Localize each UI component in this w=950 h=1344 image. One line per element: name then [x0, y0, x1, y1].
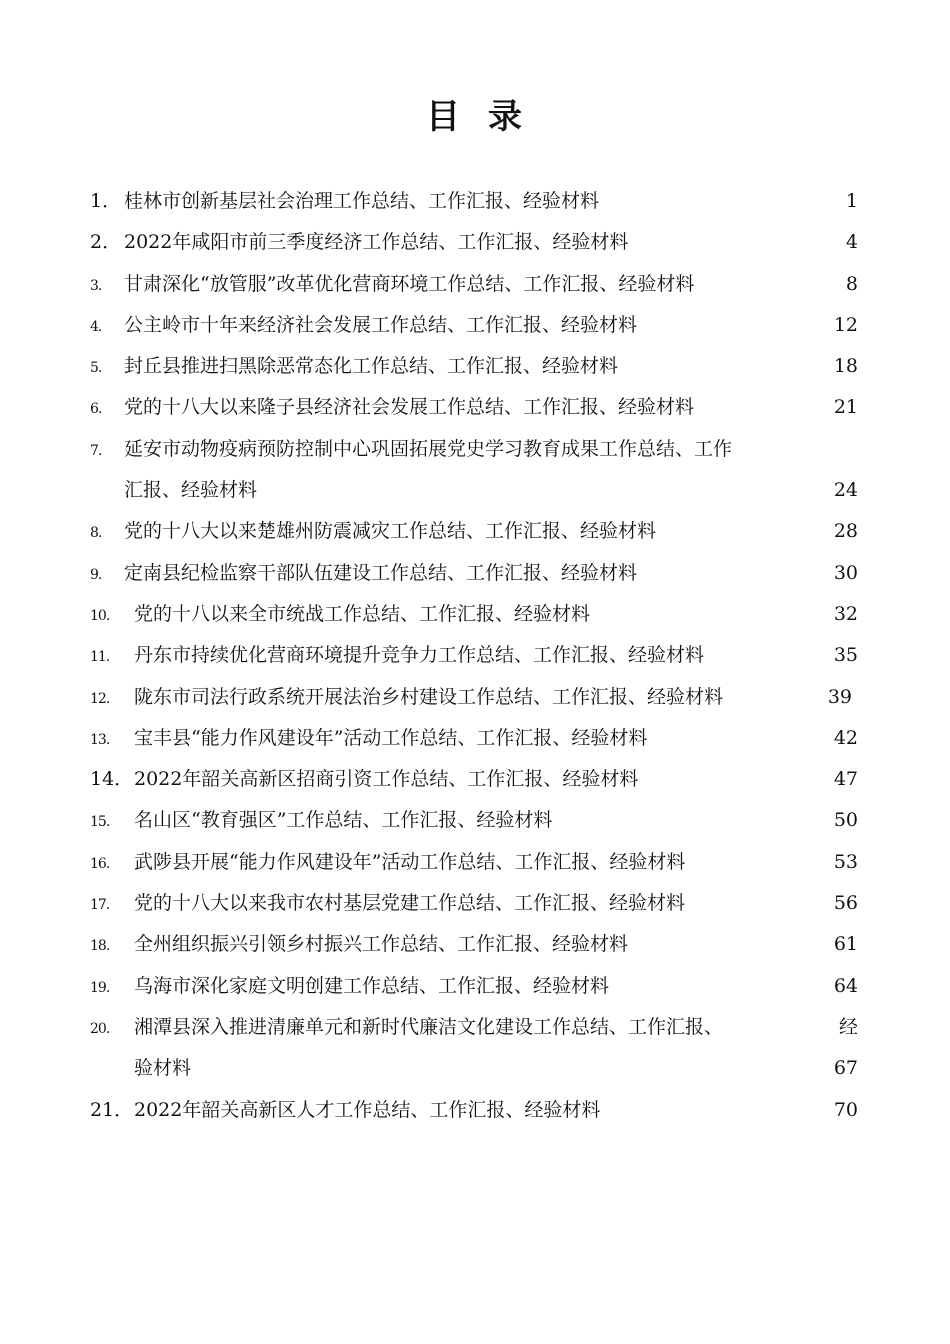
toc-entry-number: 8.	[90, 525, 102, 542]
toc-entry-number: 17.	[90, 897, 110, 914]
toc-entry-number: 7.	[90, 442, 102, 459]
toc-entry-5[interactable]	[90, 346, 870, 387]
toc-entry-number: 18.	[90, 938, 110, 955]
toc-entry-9[interactable]	[90, 553, 870, 594]
toc-entry-title: 党的十八大以来隆子县经济社会发展工作总结、工作汇报、经验材料	[124, 396, 695, 419]
toc-entry-title: 武陟县开展“能力作风建设年”活动工作总结、工作汇报、经验材料	[134, 850, 686, 873]
toc-entry-page: 70	[833, 1098, 858, 1121]
title-char-1: 目	[426, 97, 462, 137]
table-of-contents	[90, 181, 870, 1131]
toc-entry-title: 丹东市持续优化营商环境提升竞争力工作总结、工作汇报、经验材料	[134, 644, 705, 667]
toc-entry-page: 67	[833, 1057, 858, 1080]
toc-entry-number: 16.	[90, 855, 110, 872]
page-title	[0, 92, 950, 142]
toc-entry-title: 2022年韶关高新区人才工作总结、工作汇报、经验材料	[134, 1098, 601, 1121]
toc-entry-page: 42	[833, 726, 858, 749]
toc-entry-page: 28	[833, 520, 858, 543]
toc-entry-title-line-1-end: 经	[838, 1015, 858, 1038]
toc-entry-page: 1	[845, 190, 858, 212]
toc-entry-page: 56	[833, 892, 858, 915]
toc-entry-title-line-2: 验材料	[134, 1057, 192, 1080]
toc-entry-title: 定南县纪检监察干部队伍建设工作总结、工作汇报、经验材料	[124, 561, 638, 584]
toc-entry-title-line-1: 延安市动物疫病预防控制中心巩固拓展党史学习教育成果工作总结、工作	[124, 437, 733, 460]
toc-entry-number: 14．	[90, 768, 134, 791]
toc-entry-page: 8	[845, 272, 858, 295]
toc-entry-page: 61	[833, 933, 858, 956]
toc-entry-page: 18	[833, 355, 858, 378]
toc-entry-15[interactable]	[90, 800, 870, 841]
toc-entry-title: 党的十八以来全市统战工作总结、工作汇报、经验材料	[134, 602, 591, 625]
toc-entry-18[interactable]	[90, 924, 870, 965]
toc-entry-page: 35	[833, 644, 858, 667]
toc-entry-title: 2022年咸阳市前三季度经济工作总结、工作汇报、经验材料	[124, 231, 629, 254]
toc-entry-page: 24	[833, 479, 858, 502]
toc-entry-17[interactable]	[90, 883, 870, 924]
toc-entry-12[interactable]	[90, 677, 870, 718]
toc-entry-number: 20.	[90, 1020, 110, 1037]
toc-entry-page: 47	[833, 768, 858, 791]
toc-entry-title: 全州组织振兴引领乡村振兴工作总结、工作汇报、经验材料	[134, 933, 629, 956]
title-char-2: 录	[488, 97, 524, 137]
toc-entry-title: 公主岭市十年来经济社会发展工作总结、工作汇报、经验材料	[124, 313, 638, 336]
toc-entry-page: 4	[845, 231, 858, 254]
toc-entry-number: 19.	[90, 979, 110, 996]
toc-entry-10[interactable]	[90, 594, 870, 635]
toc-entry-11[interactable]	[90, 635, 870, 676]
toc-entry-title: 乌海市深化家庭文明创建工作总结、工作汇报、经验材料	[134, 974, 610, 997]
toc-entry-7[interactable]	[90, 429, 870, 512]
toc-entry-number: 3.	[90, 277, 102, 294]
toc-entry-number: 21．	[90, 1098, 134, 1121]
toc-entry-number: 11.	[90, 649, 110, 666]
toc-entry-title: 封丘县推进扫黑除恶常态化工作总结、工作汇报、经验材料	[124, 355, 619, 378]
toc-entry-number: 9.	[90, 566, 102, 583]
toc-entry-page: 32	[833, 602, 858, 625]
toc-entry-number: 15.	[90, 814, 110, 831]
toc-entry-page: 12	[833, 313, 858, 336]
toc-entry-title: 桂林市创新基层社会治理工作总结、工作汇报、经验材料	[124, 190, 600, 212]
toc-entry-number: 6.	[90, 401, 102, 418]
toc-entry-number: 5.	[90, 360, 102, 377]
toc-entry-21[interactable]	[90, 1090, 870, 1131]
toc-entry-page: 21	[833, 396, 858, 419]
toc-entry-14[interactable]	[90, 759, 870, 800]
toc-entry-number: 13.	[90, 731, 110, 748]
toc-entry-page: 64	[833, 974, 858, 997]
toc-entry-page: 50	[833, 809, 858, 832]
toc-entry-page: 53	[833, 850, 858, 873]
toc-entry-title: 宝丰县“能力作风建设年”活动工作总结、工作汇报、经验材料	[134, 726, 648, 749]
toc-entry-16[interactable]	[90, 842, 870, 883]
toc-entry-number: 10.	[90, 607, 110, 624]
toc-entry-title: 2022年韶关高新区招商引资工作总结、工作汇报、经验材料	[134, 768, 639, 791]
toc-entry-number: 12.	[90, 690, 110, 707]
toc-entry-2[interactable]	[90, 222, 870, 263]
toc-entry-4[interactable]	[90, 305, 870, 346]
toc-entry-title-line-1: 湘潭县深入推进清廉单元和新时代廉洁文化建设工作总结、工作汇报、	[134, 1015, 724, 1038]
toc-entry-6[interactable]	[90, 387, 870, 428]
toc-entry-title-line-2: 汇报、经验材料	[124, 479, 258, 502]
toc-entry-title: 党的十八大以来楚雄州防震减灾工作总结、工作汇报、经验材料	[124, 520, 657, 543]
toc-entry-number: 1．	[90, 190, 122, 212]
toc-entry-20[interactable]	[90, 1007, 870, 1090]
toc-entry-13[interactable]	[90, 718, 870, 759]
toc-entry-1[interactable]	[90, 181, 870, 222]
toc-entry-number: 4.	[90, 318, 102, 335]
toc-entry-3[interactable]	[90, 264, 870, 305]
toc-entry-page: 39	[827, 685, 852, 708]
toc-entry-8[interactable]	[90, 511, 870, 552]
toc-entry-number: 2．	[90, 231, 122, 254]
toc-entry-19[interactable]	[90, 966, 870, 1007]
toc-entry-title: 甘肃深化“放管服”改革优化营商环境工作总结、工作汇报、经验材料	[124, 272, 695, 295]
toc-entry-title: 名山区“教育强区”工作总结、工作汇报、经验材料	[134, 809, 553, 832]
toc-entry-page: 30	[833, 561, 858, 584]
toc-entry-title: 党的十八大以来我市农村基层党建工作总结、工作汇报、经验材料	[134, 892, 686, 915]
toc-entry-title: 陇东市司法行政系统开展法治乡村建设工作总结、工作汇报、经验材料	[134, 685, 724, 708]
